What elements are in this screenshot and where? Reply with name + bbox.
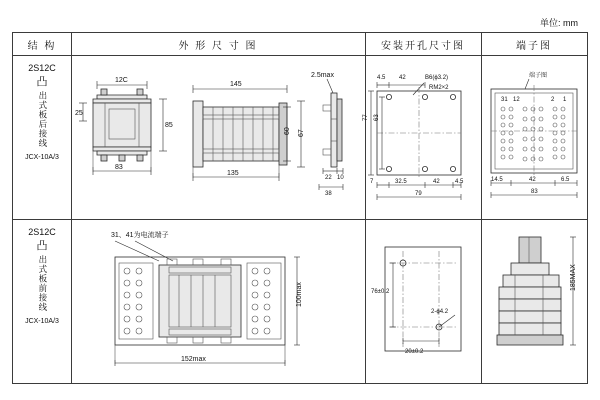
terminal-bottom-dims	[491, 177, 577, 198]
svg-text:7: 7	[370, 179, 374, 185]
svg-text:6.5: 6.5	[561, 177, 570, 183]
svg-text:185MAX: 185MAX	[570, 264, 577, 291]
terminal-block-left	[119, 263, 153, 339]
hole-callout	[431, 309, 455, 327]
svg-text:14.5: 14.5	[491, 177, 503, 183]
svg-text:12: 12	[513, 97, 520, 103]
dim-side-height-85	[159, 99, 173, 151]
svg-text:25: 25	[75, 110, 83, 117]
row1-code: 2S12C	[28, 63, 56, 73]
mounting-top-dims	[377, 75, 425, 88]
terminal-holes-middle	[523, 107, 543, 161]
dim-height-100max	[294, 257, 303, 345]
header-outline: 外 形 尺 寸 图	[178, 40, 258, 52]
svg-text:42: 42	[529, 177, 536, 183]
svg-text:RM2×2: RM2×2	[429, 85, 449, 91]
row-label-1	[13, 63, 71, 163]
table-vline-1	[71, 33, 72, 383]
dim-left-depth	[75, 103, 87, 121]
spec-table	[12, 32, 588, 384]
dim-76	[371, 263, 396, 327]
dim-20	[403, 338, 439, 355]
table-hline-header	[13, 55, 587, 56]
svg-text:60: 60	[284, 127, 291, 135]
svg-text:145: 145	[230, 81, 242, 88]
svg-text:79: 79	[415, 191, 422, 197]
svg-text:42: 42	[399, 75, 406, 81]
svg-text:4.5: 4.5	[455, 179, 464, 185]
row2-shape-mark: 凸	[36, 240, 48, 253]
mounting-drawing-row2	[369, 223, 479, 383]
svg-text:2: 2	[551, 97, 555, 103]
mounting-drawing-row1	[363, 59, 479, 217]
flange-section	[311, 72, 342, 167]
svg-text:2-ϕ4.2: 2-ϕ4.2	[431, 309, 449, 315]
dim-22-10-38	[319, 168, 344, 197]
svg-text:B6(ϕ3.2): B6(ϕ3.2)	[425, 75, 449, 81]
dim-len-145	[193, 81, 287, 93]
svg-text:31: 31	[501, 97, 508, 103]
row2-sub-code: JCX-10A/3	[25, 318, 59, 326]
svg-text:85: 85	[165, 122, 173, 129]
svg-text:32.5: 32.5	[395, 179, 407, 185]
header-structure: 结 构	[27, 40, 57, 52]
header-mounting: 安装开孔尺寸图	[381, 40, 465, 52]
svg-text:67: 67	[298, 129, 305, 137]
outline-drawing-row2	[75, 223, 363, 383]
svg-text:100max: 100max	[296, 282, 303, 307]
dim-bottom-width	[93, 164, 151, 175]
dim-185max	[570, 237, 577, 345]
dim-height-67	[297, 101, 305, 167]
svg-text:1: 1	[563, 97, 567, 103]
row2-vertical-text: 出式板前接线	[37, 255, 48, 313]
svg-text:10: 10	[337, 175, 344, 181]
svg-text:12C: 12C	[115, 77, 128, 84]
svg-text:135: 135	[227, 170, 239, 177]
terminal-holes-left	[501, 107, 513, 159]
svg-text:83: 83	[115, 164, 123, 171]
dim-width-152max	[115, 356, 285, 366]
dim-top-width	[97, 77, 147, 89]
row-label-2	[13, 227, 71, 327]
header-terminal: 端子图	[516, 40, 552, 52]
row1-vertical-text: 出式板后接线	[37, 91, 48, 149]
leader-note-text: 31、41为电流端子	[111, 232, 169, 239]
svg-text:152max: 152max	[181, 356, 206, 363]
svg-text:22: 22	[325, 175, 332, 181]
svg-text:端子图: 端子图	[529, 73, 548, 79]
svg-text:83: 83	[531, 189, 538, 195]
table-vline-3	[481, 33, 482, 383]
svg-text:38: 38	[325, 191, 332, 197]
mounting-bottom-dims	[370, 179, 464, 200]
svg-text:2.5max: 2.5max	[311, 72, 334, 79]
terminal-block-right	[247, 263, 281, 339]
svg-text:76±0.2: 76±0.2	[371, 289, 390, 295]
mounting-left-dims	[363, 91, 385, 175]
terminal-drawing-row2	[485, 223, 585, 383]
row1-shape-mark: 凸	[36, 76, 48, 89]
table-hline-row1	[13, 219, 587, 220]
svg-text:63: 63	[374, 114, 380, 121]
unit-note: 单位: mm	[540, 18, 578, 28]
outline-drawing-row1	[75, 59, 363, 217]
dim-len-135	[193, 170, 279, 181]
table-vline-2	[365, 33, 366, 383]
terminal-holes-right	[553, 107, 565, 159]
svg-text:42: 42	[433, 179, 440, 185]
terminal-drawing-row1	[485, 59, 585, 217]
svg-text:4.5: 4.5	[377, 75, 386, 81]
row1-sub-code: JCX-10A/3	[25, 154, 59, 162]
svg-text:77: 77	[363, 114, 369, 121]
row2-code: 2S12C	[28, 227, 56, 237]
svg-text:20±0.2: 20±0.2	[405, 349, 424, 355]
